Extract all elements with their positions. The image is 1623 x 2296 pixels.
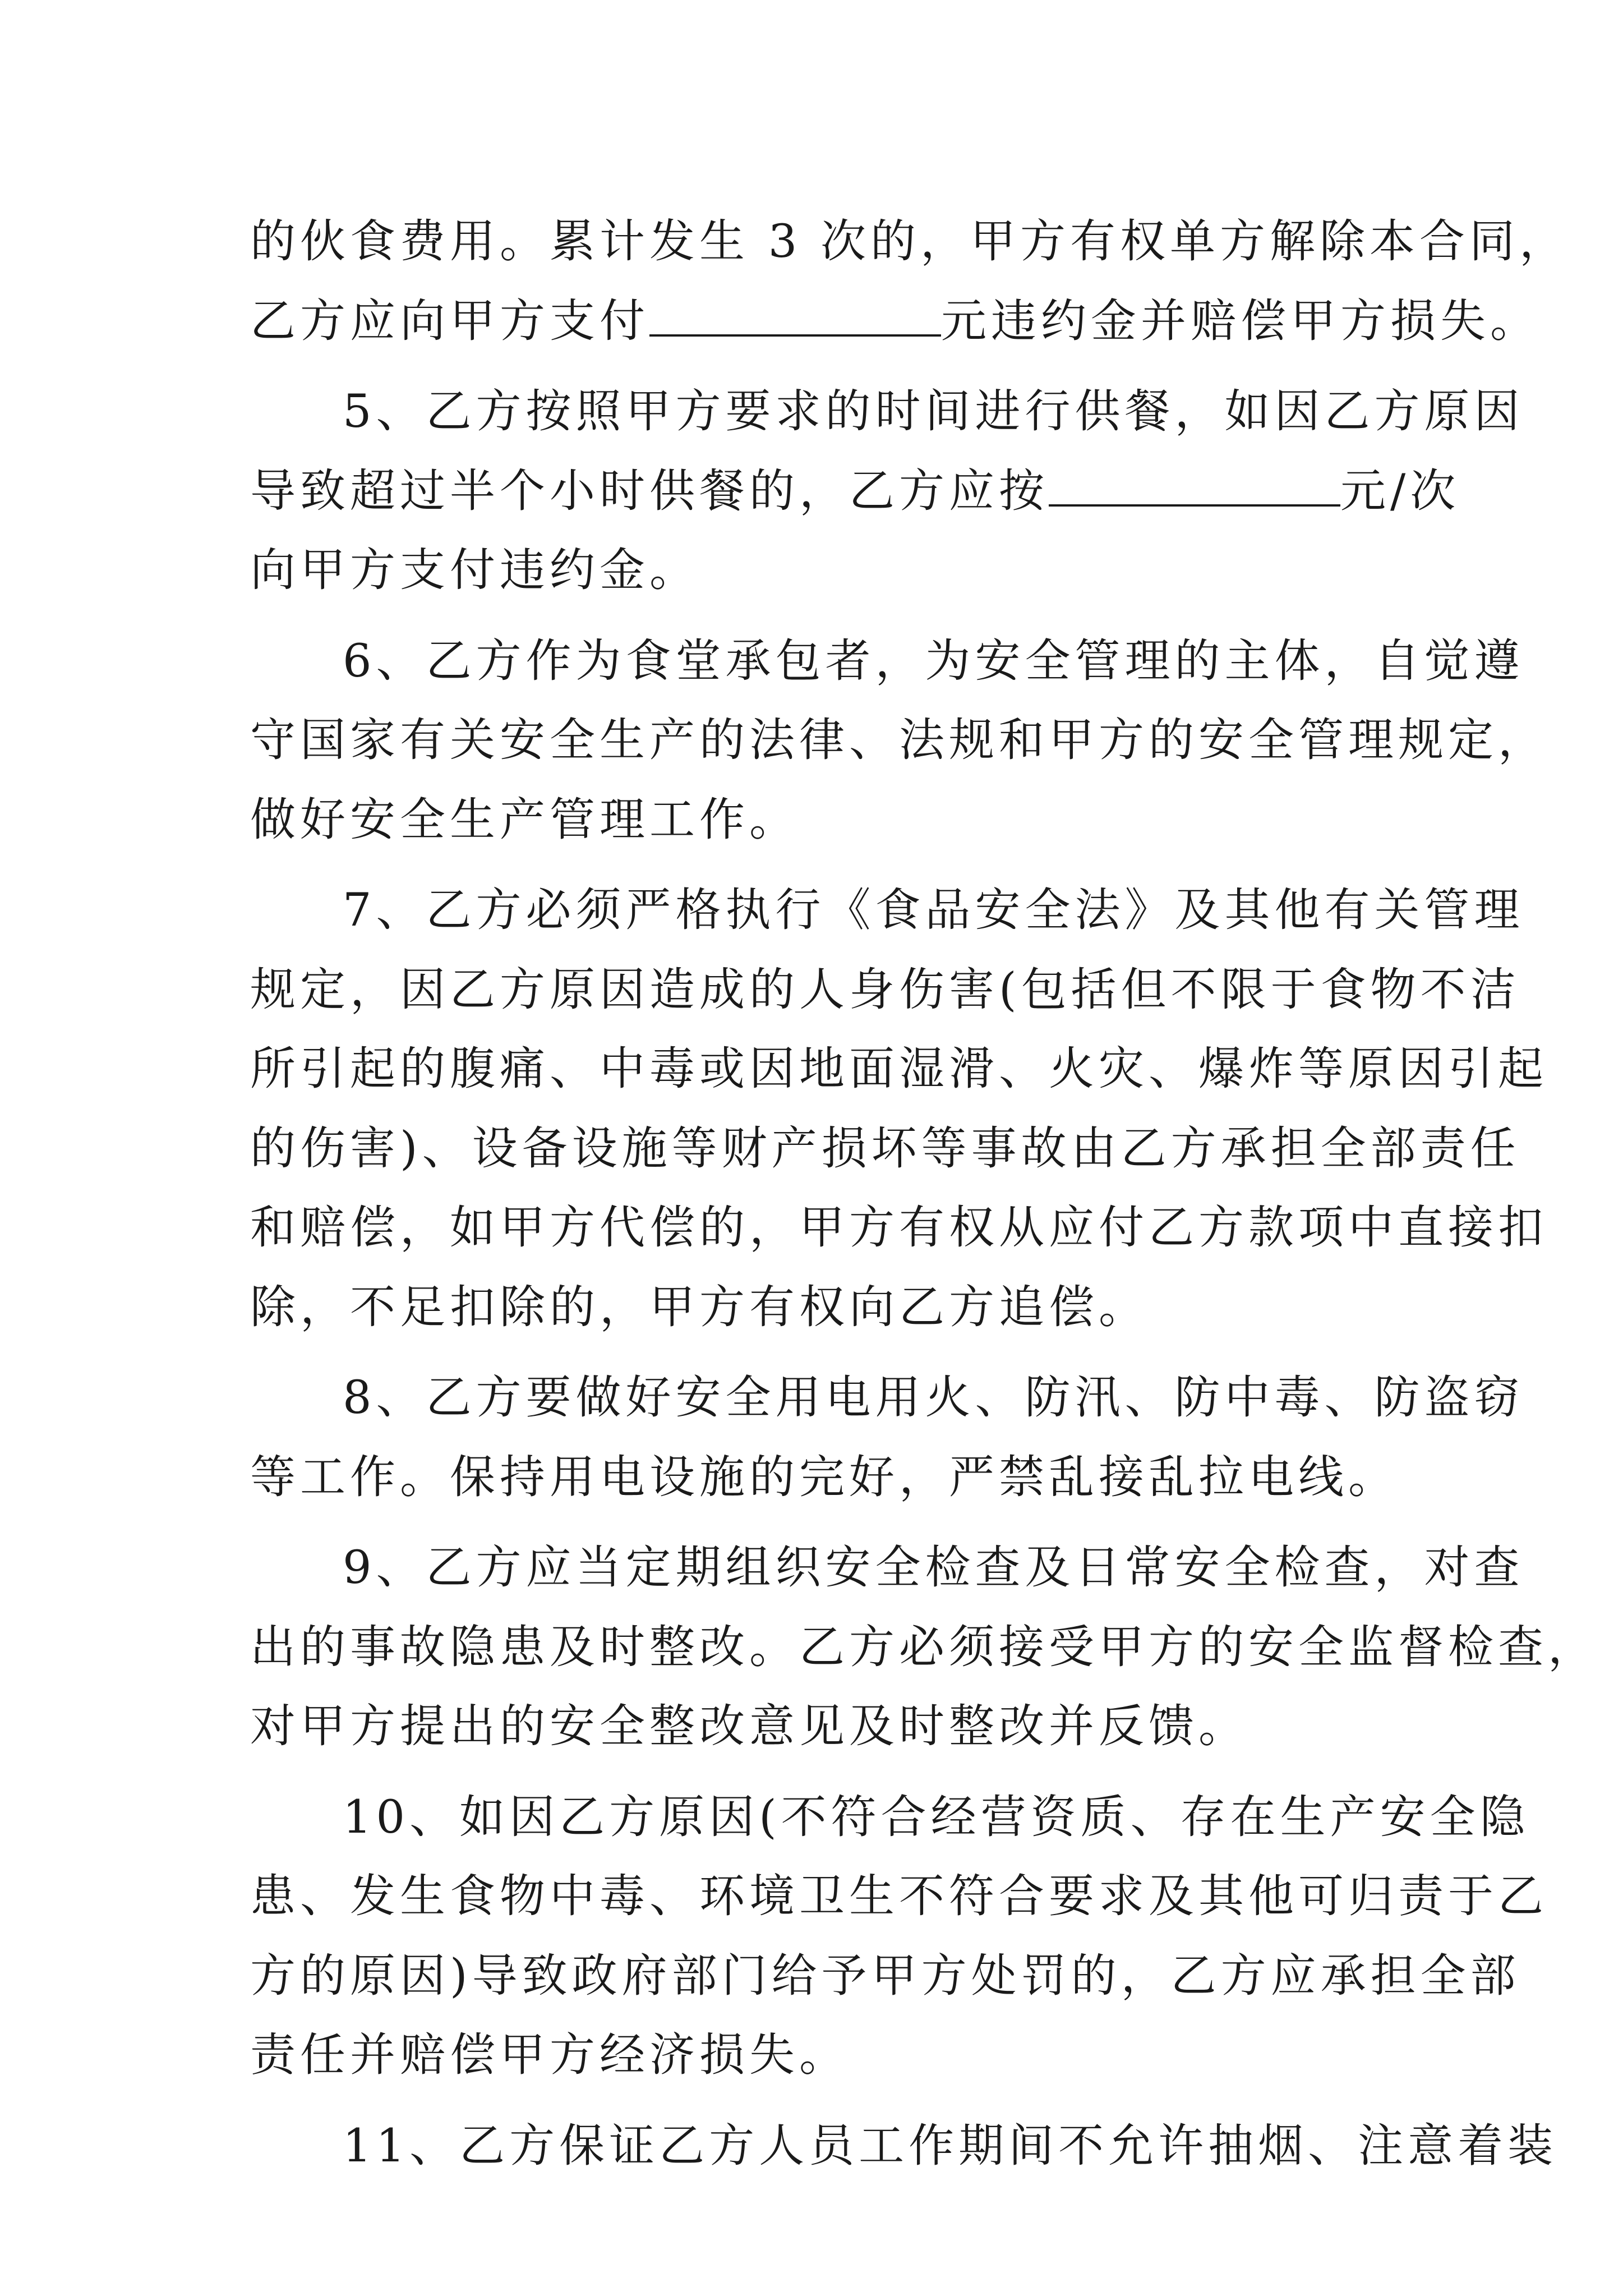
clause-8-first-line: 8、乙方要做好安全用电用火、防汛、防中毒、防盗窃 (343, 1372, 1524, 1424)
text-segment: 元违约金并赔偿甲方损失。 (941, 295, 1541, 348)
text-line: 的伤害)、设备设施等财产损坏等事故由乙方承担全部责任 (250, 1122, 1520, 1175)
text-line: 等工作。保持用电设施的完好，严禁乱接乱拉电线。 (250, 1451, 1399, 1504)
text-segment: 乙方应向甲方支付 (250, 295, 650, 348)
clause-7-first-line: 7、乙方必须严格执行《食品安全法》及其他有关管理 (343, 884, 1524, 937)
text-line: 和赔偿，如甲方代偿的，甲方有权从应付乙方款项中直接扣 (250, 1202, 1548, 1254)
text-line: 方的原因)导致政府部门给予甲方处罚的，乙方应承担全部 (250, 1949, 1520, 2003)
text-line: 的伙食费用。累计发生 3 次的，甲方有权单方解除本合同， (250, 215, 1570, 268)
text-line: 对甲方提出的安全整改意见及时整改并反馈。 (250, 1700, 1249, 1753)
text-line: 规定，因乙方原因造成的人身伤害(包括但不限于食物不洁 (250, 963, 1520, 1016)
clause-5-first-line: 5、乙方按照甲方要求的时间进行供餐，如因乙方原因 (343, 385, 1524, 438)
fill-in-blank (649, 295, 941, 337)
text-segment: 元/次 (1340, 464, 1460, 518)
text-line (250, 463, 1460, 542)
clause-10-first-line: 10、如因乙方原因(不符合经营资质、存在生产安全隐 (343, 1791, 1530, 1844)
text-line: 患、发生食物中毒、环境卫生不符合要求及其他可归责于乙 (250, 1870, 1548, 1923)
clause-9-first-line: 9、乙方应当定期组织安全检查及日常安全检查，对查 (343, 1542, 1524, 1594)
text-line: 守国家有关安全生产的法律、法规和甲方的安全管理规定， (250, 714, 1548, 767)
document-body (250, 213, 1598, 2197)
text-line: 做好安全生产管理工作。 (250, 793, 800, 846)
text-line (250, 293, 1541, 372)
text-line: 责任并赔偿甲方经济损失。 (250, 2029, 850, 2082)
text-line: 除，不足扣除的，甲方有权向乙方追偿。 (250, 1281, 1149, 1334)
fill-in-blank (1049, 465, 1340, 507)
text-segment: 导致超过半个小时供餐的，乙方应按 (250, 464, 1049, 518)
text-line: 向甲方支付违约金。 (250, 544, 700, 597)
text-line: 所引起的腹痛、中毒或因地面湿滑、火灾、爆炸等原因引起 (250, 1043, 1548, 1096)
clause-11-first-line: 11、乙方保证乙方人员工作期间不允许抽烟、注意着装 (343, 2119, 1558, 2173)
text-line: 出的事故隐患及时整改。乙方必须接受甲方的安全监督检查， (250, 1621, 1598, 1674)
clause-6-first-line: 6、乙方作为食堂承包者，为安全管理的主体，自觉遵 (343, 634, 1524, 688)
